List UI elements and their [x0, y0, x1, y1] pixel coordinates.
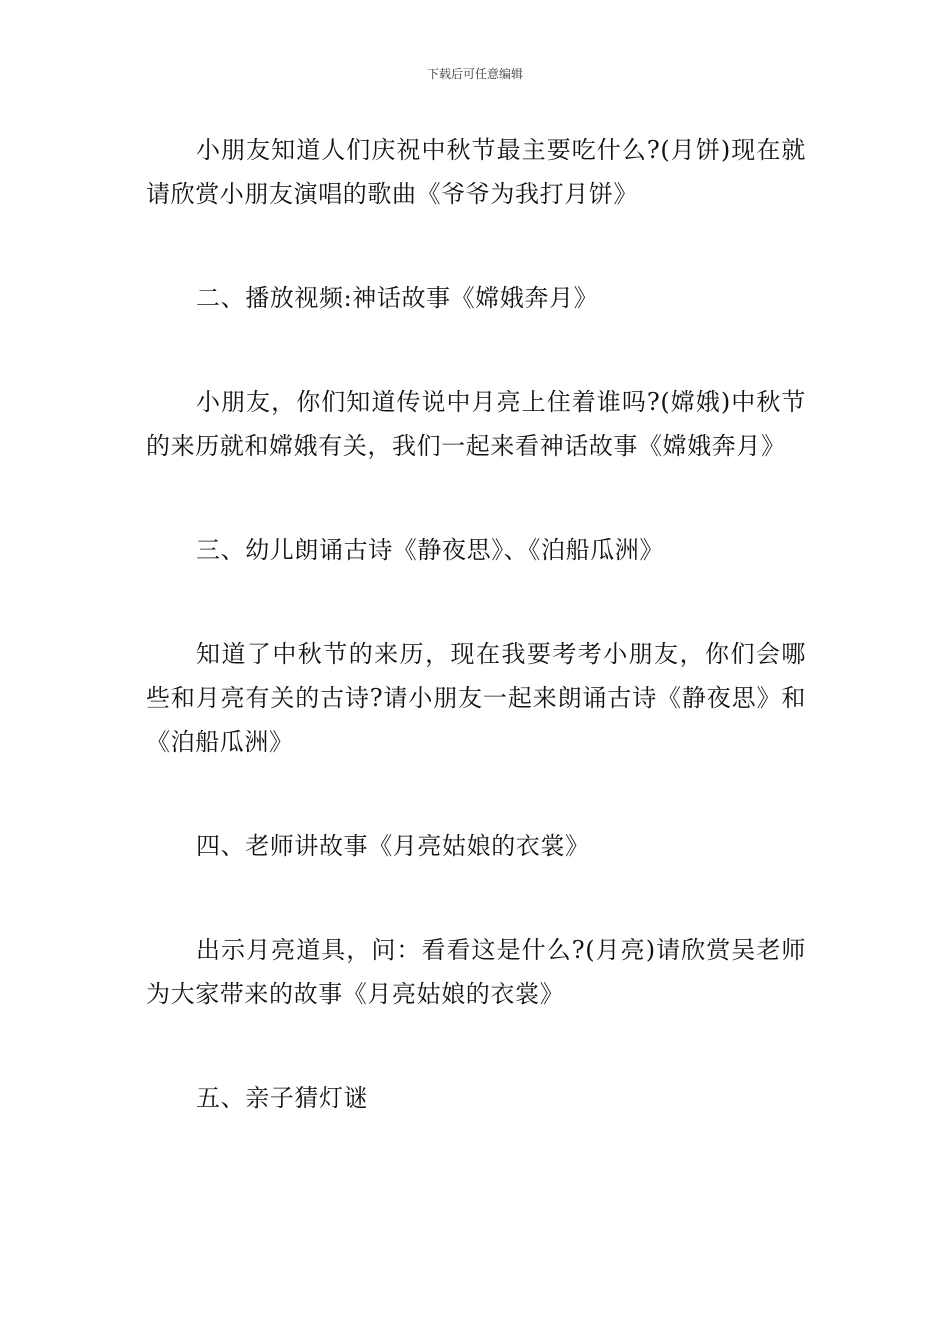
section-heading-4: 四、老师讲故事《月亮姑娘的衣裳》: [196, 832, 590, 860]
document-body: [146, 128, 806, 1120]
paragraph-story: 出示月亮道具，问：看看这是什么?(月亮)请欣赏吴老师为大家带来的故事《月亮姑娘的衣裳》: [146, 936, 806, 1008]
section-heading-2: 二、播放视频:神话故事《嫦娥奔月》: [196, 284, 599, 312]
page-header: 下载后可任意编辑: [426, 67, 523, 81]
section-heading-3: 三、幼儿朗诵古诗《静夜思》、《泊船瓜洲》: [196, 536, 664, 564]
paragraph-poems: 知道了中秋节的来历，现在我要考考小朋友，你们会哪些和月亮有关的古诗?请小朋友一起来朗诵古诗《静夜思》和《泊船瓜洲》: [146, 640, 806, 756]
paragraph-change: 小朋友，你们知道传说中月亮上住着谁吗?(嫦娥)中秋节的来历就和嫦娥有关，我们一起来看神话故事《嫦娥奔月》: [146, 388, 806, 460]
section-heading-5: 五、亲子猜灯谜: [196, 1084, 369, 1112]
paragraph-mooncake: 小朋友知道人们庆祝中秋节最主要吃什么?(月饼)现在就请欣赏小朋友演唱的歌曲《爷爷为我打月饼》: [146, 136, 806, 208]
